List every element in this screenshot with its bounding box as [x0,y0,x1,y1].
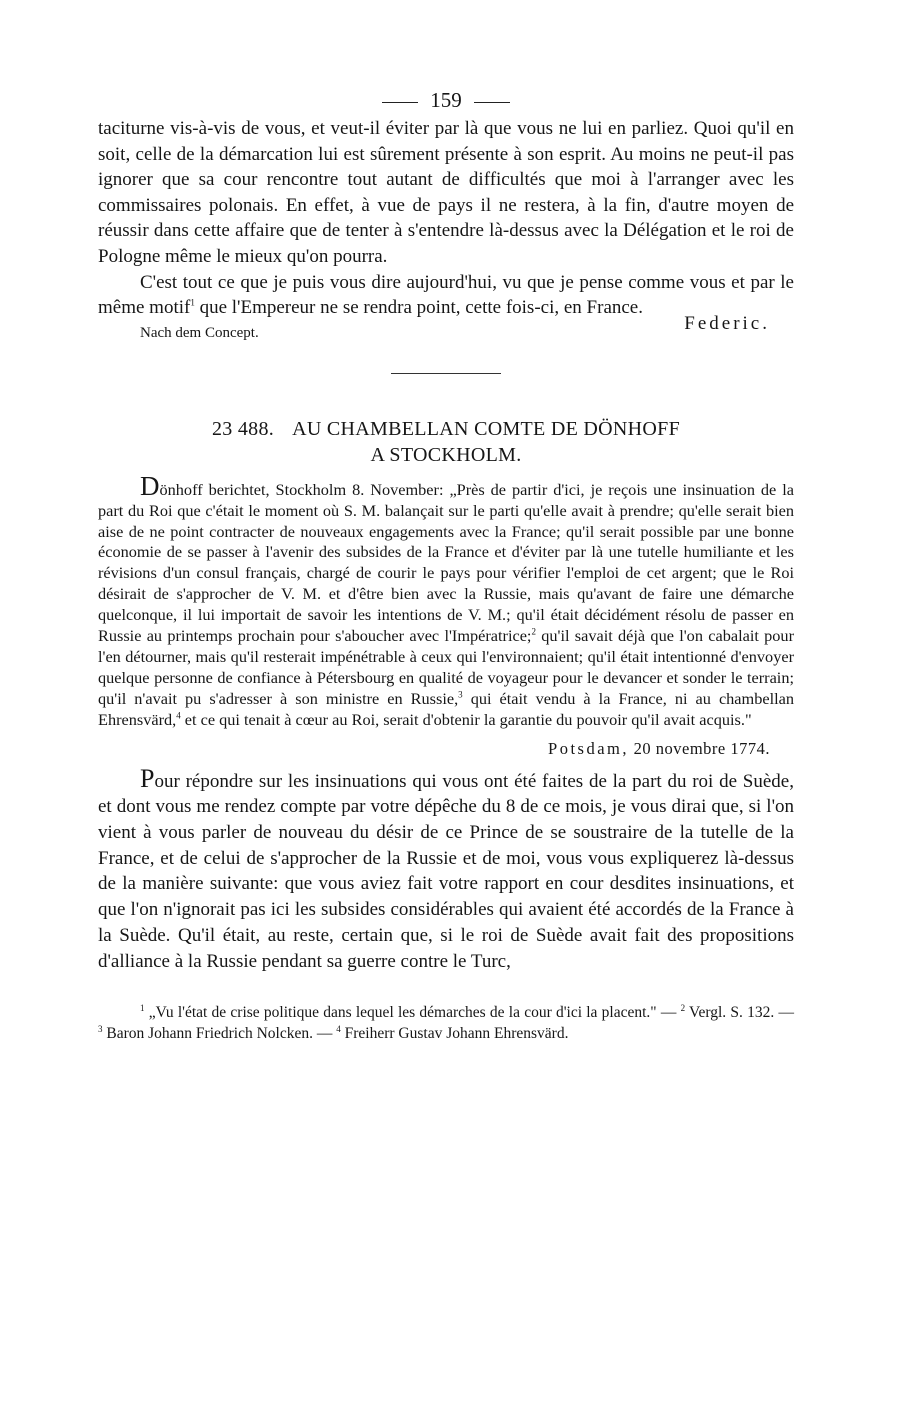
letter-number: 23 488. [211,417,275,440]
source-note: Nach dem Concept. [140,324,259,341]
signature: Federic. [684,312,770,334]
footnote-ref-3: 3 [458,689,463,700]
report-summary [98,470,794,731]
letter-recipient: AU CHAMBELLAN COMTE DE DÖNHOFF [292,417,680,440]
header-dash-right [474,102,510,103]
page-number: 159 [430,88,462,112]
footnote-text-2: Vergl. S. 132. — [685,1004,794,1022]
body-text: our répondre sur les insinuations qui vous ont été faites de la part du roi de Suède, et dont vous me rendez compte par votre dépêche du 8 de ce mois, je vous dirai que, si l'on vient à vous parler de nouveau du désir de ce Prince de se soustraire de la tutelle de la France, et de celui de s'approcher de la Russie et de moi, vous vous expliquerez là-dessus de la manière suivante: que vous aviez fait votre rapport en cour desdites insinuations, et que l'on n'ignorait pas ici les subsides considérables qui avaient été accordés de la France à la Suède. Qu'il était, au reste, certain que, si le roi de Suède avait fait des propositions d'alliance à la Russie pendant sa guerre contre le Turc, [98,770,794,972]
report-text-1: önhoff berichtet, Stockholm 8. November: „Près de partir d'ici, je reçois une insinuation de la part du Roi que c'était le moment où S. M. balançait sur le parti qu'elle avait à prendre; qu'elle serait bien aise de ne point contracter de nouveaux engagements avec la France; qu'il serait possible par une bonne économie de se passer à l'avenir des subsides de la France et d'éviter par là une tutelle humiliante et les révisions d'un consul français, chargé de courir le pays pour vérifier l'emploi de cet argent; que le Roi désirait de s'approcher de V. M. et d'être bien avec la Russie, mais qu'avant de faire une démarche quelconque, il lui importait de savoir les intentions de V. M.; qu'il était décidément résolu de passer en Russie au printemps prochain pour s'aboucher avec l'Impératrice; [98,479,794,646]
footnote-ref-2: 2 [531,626,536,637]
footnote-ref-4: 4 [176,710,181,721]
footnote-text-4: Freiherr Gustav Johann Ehrensvärd. [340,1025,569,1043]
report-text-3: qui était vendu à la France, ni au chambellan Ehrensvärd, [98,688,794,729]
footnote-mark-3: 3 [98,1024,103,1035]
footnote-mark-1: 1 [140,1003,145,1014]
closing-text-2: que l'Empereur ne se rendra point, cette fois-ci, en France. [194,297,643,319]
previous-letter-ending [98,116,794,351]
document-page [98,84,794,1044]
signature-row [98,312,794,351]
footnote-text-1: „Vu l'état de crise politique dans lequel les démarches de la cour d'ici la placent." — [144,1004,681,1022]
dateline-date: 20 novembre 1774. [629,738,770,758]
footnotes [98,1002,794,1044]
footnote-text-3: Baron Johann Friedrich Nolcken. — [102,1025,337,1043]
footnote-ref-1: 1 [190,297,195,308]
section-divider [391,373,501,374]
page-header [98,84,794,116]
paragraph-demarcation: taciturne vis-à-vis de vous, et veut-il éviter par là que vous ne lui en parliez. Quoi qu'il en soit, celle de la démarcation lui est sûrement présente à son esprit. Au moins ne peut-il pas ignorer que sa cour rencontre tout autant de difficultés que moi à l'arranger avec les commissaires polonais. En effet, à vue de pays il ne restera, à la fin, d'autre moyen de réussir dans cette affaire que de tenter à s'entendre là-dessus avec la Délégation et le roi de Pologne même le mieux qu'on pourra. [98,118,794,267]
report-dropcap: D [140,470,160,501]
letter-title-line-1 [98,416,794,442]
closing-text-1: C'est tout ce que je puis vous dire aujourd'hui, vu que je pense comme vous et par le même motif [98,271,794,319]
report-text-2: qu'il savait déjà que l'on cabalait pour l'en détourner, mais qu'il resterait impénétrable à ceux qui l'environnaient; qu'il était intentionné d'envoyer quelque personne de confiance à Pétersbourg en qualité de voyageur pour le devancer et sonder le terrain; qu'il n'avait pu s'adresser à son ministre en Russie, [98,626,794,708]
footnote-mark-2: 2 [680,1003,686,1014]
body-dropcap: P [140,763,155,793]
dateline-place: Potsdam, [548,738,630,758]
dateline [98,739,770,759]
letter-body [98,763,794,975]
report-text-4: et ce qui tenait à cœur au Roi, serait d'obtenir la garantie du pouvoir qu'il avait acquis." [180,709,752,729]
letter-heading [98,416,794,468]
letter-title-line-2: A STOCKHOLM. [370,443,522,466]
header-dash-left [382,102,418,103]
footnote-mark-4: 4 [336,1024,341,1035]
